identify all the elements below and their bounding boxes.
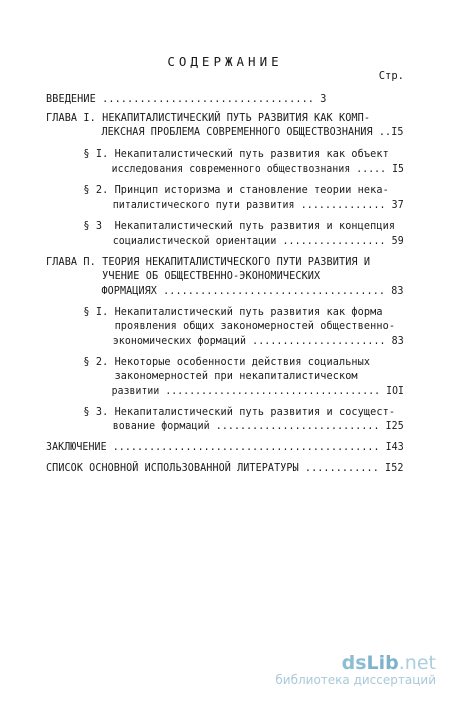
toc-line: ГЛАВА П. ТЕОРИЯ НЕКАПИТАЛИСТИЧЕСКОГО ПУТИ РАЗВИТИЯ И	[46, 257, 371, 268]
toc-line: § 3. Некапиталистический путь развития и сосущест-	[46, 407, 396, 418]
toc-line: ЛЕКСНАЯ ПРОБЛЕМА СОВРЕМЕННОГО ОБЩЕСТВОЗНАНИЯ ..I5	[46, 127, 404, 138]
toc-line: § I. Некапиталистический путь развития как форма	[46, 307, 383, 318]
toc-line: § 2. Принцип историзма и становление теории нека-	[46, 185, 389, 196]
toc-line: § I. Некапиталистический путь развития как объект	[46, 149, 389, 160]
watermark	[275, 653, 436, 687]
toc-line: ГЛАВА I. НЕКАПИТАЛИСТИЧЕСКИЙ ПУТЬ РАЗВИТИЯ КАК КОМП-	[46, 113, 371, 124]
toc-line: социалистической ориентации ................. 59	[46, 236, 404, 247]
watermark-logo: dsLib.net	[341, 652, 436, 674]
toc-line: развитии .................................... IOI	[46, 386, 405, 397]
toc-line: вование формаций ........................... I25	[46, 421, 404, 432]
toc-line: СПИСОК ОСНОВНОЙ ИСПОЛЬЗОВАННОЙ ЛИТЕРАТУРЫ ............ I52	[46, 463, 404, 474]
toc-line: закономерностей при некапиталистическом	[46, 371, 358, 382]
page-column-label: Стр.	[378, 70, 404, 82]
toc-line: ЗАКЛЮЧЕНИЕ ............................................ I43	[46, 442, 404, 453]
toc-line: экономических формаций ...................... 83	[46, 336, 404, 347]
toc-line: § 3 Некапиталистический путь развития и концепция	[46, 221, 396, 232]
toc-line: § 2. Некоторые особенности действия социальных	[46, 357, 371, 368]
toc-line: проявления общих закономерностей общественно-	[46, 321, 396, 332]
toc-line: ВВЕДЕНИЕ .................................. 3	[46, 94, 327, 105]
toc-line: питалистического пути развития .............. 37	[46, 200, 404, 211]
toc-line: исследования современного обществознания ..... I5	[46, 164, 405, 175]
toc-line: ФОРМАЦИЯХ .................................... 83	[46, 286, 404, 297]
toc-title: СОДЕРЖАНИЕ	[167, 54, 283, 69]
toc-line: УЧЕНИЕ ОБ ОБЩЕСТВЕННО-ЭКОНОМИЧЕСКИХ	[46, 271, 321, 282]
watermark-subtitle: библиотека диссертаций	[275, 673, 436, 687]
